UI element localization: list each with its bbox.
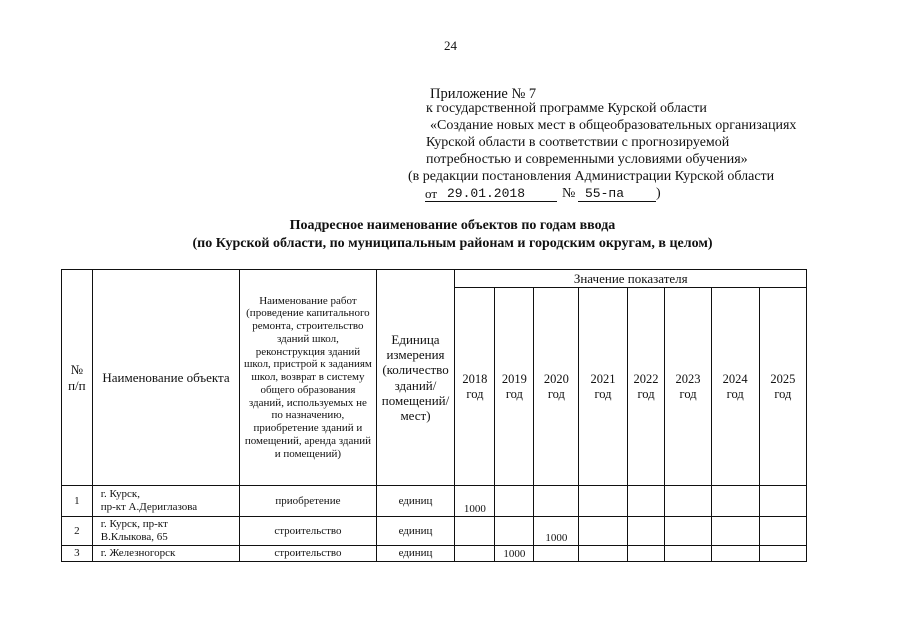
row-value-2023 xyxy=(665,486,711,517)
number-underline xyxy=(578,201,656,202)
header-works: Наименование работ (проведение капитального ремонта, строительство зданий школ, реконструкция зданий школ, пристрой к заданиям школ, возврат в систему общего образования зданий, используемых не по назначению, приобретение зданий и помещений, аренда зданий и помещений) xyxy=(240,270,376,486)
header-object: Наименование объекта xyxy=(92,270,240,486)
table-heading-line-1: Поадресное наименование объектов по годам ввода xyxy=(289,218,616,233)
header-year-2023: 2023 год xyxy=(665,288,711,486)
row-unit: единиц xyxy=(376,517,455,546)
row-value-2024 xyxy=(711,486,759,517)
row-value-2024 xyxy=(711,546,759,562)
row-value-2020: 1000 xyxy=(534,517,579,546)
header-unit: Единица измерения (количество зданий/ помещений/ мест) xyxy=(376,270,455,486)
close-paren: ) xyxy=(656,186,661,201)
header-year-2018: 2018 год xyxy=(455,288,495,486)
appendix-line-3: Курской области в соответствии с прогнозируемой xyxy=(426,135,730,150)
row-value-2022 xyxy=(627,517,665,546)
row-value-2021 xyxy=(579,517,627,546)
decree-date: 29.01.2018 xyxy=(447,186,526,201)
row-num: 2 xyxy=(62,517,93,546)
appendix-title: Приложение № 7 xyxy=(430,86,537,102)
decree-number-prefix: № xyxy=(562,186,576,201)
header-year-2024: 2024 год xyxy=(711,288,759,486)
row-work: строительство xyxy=(240,546,376,562)
header-year-2022: 2022 год xyxy=(627,288,665,486)
row-value-2025 xyxy=(759,517,806,546)
date-underline xyxy=(425,201,557,202)
row-work: приобретение xyxy=(240,486,376,517)
row-value-2018: 1000 xyxy=(455,486,495,517)
header-year-2021: 2021 год xyxy=(579,288,627,486)
appendix-line-4: потребностью и современными условиями обучения» xyxy=(426,152,748,167)
row-value-2022 xyxy=(627,486,665,517)
row-value-2022 xyxy=(627,546,665,562)
appendix-line-2: «Создание новых мест в общеобразовательных организациях xyxy=(430,118,797,133)
header-row-top xyxy=(62,270,807,288)
row-value-2021 xyxy=(579,546,627,562)
row-value-2023 xyxy=(665,517,711,546)
row-value-2018 xyxy=(455,546,495,562)
row-work: строительство xyxy=(240,517,376,546)
decree-date-prefix: от xyxy=(425,186,438,201)
row-value-2019: 1000 xyxy=(495,546,534,562)
table-row xyxy=(62,486,807,517)
row-value-2024 xyxy=(711,517,759,546)
row-unit: единиц xyxy=(376,486,455,517)
header-year-2025: 2025 год xyxy=(759,288,806,486)
header-indicator: Значение показателя xyxy=(455,270,807,288)
header-year-2019: 2019 год xyxy=(495,288,534,486)
row-value-2018 xyxy=(455,517,495,546)
row-value-2023 xyxy=(665,546,711,562)
objects-table xyxy=(61,269,807,562)
table-row xyxy=(62,517,807,546)
appendix-line-1: к государственной программе Курской области xyxy=(426,101,707,116)
row-unit: единиц xyxy=(376,546,455,562)
row-value-2025 xyxy=(759,486,806,517)
row-object: г. Железногорск xyxy=(92,546,240,562)
row-value-2025 xyxy=(759,546,806,562)
header-year-2020: 2020 год xyxy=(534,288,579,486)
row-value-2021 xyxy=(579,486,627,517)
table-heading-line-2: (по Курской области, по муниципальным районам и городским округам, в целом) xyxy=(192,236,713,251)
row-value-2019 xyxy=(495,517,534,546)
decree-number: 55-па xyxy=(585,186,625,201)
page-number: 24 xyxy=(444,38,457,53)
table-row xyxy=(62,546,807,562)
row-object: г. Курск, пр-кт А.Дериглазова xyxy=(92,486,240,517)
row-num: 1 xyxy=(62,486,93,517)
row-value-2019 xyxy=(495,486,534,517)
appendix-line-5: (в редакции постановления Администрации Курской области xyxy=(408,169,775,184)
row-value-2020 xyxy=(534,546,579,562)
header-num: № п/п xyxy=(62,270,93,486)
row-value-2020 xyxy=(534,486,579,517)
row-object: г. Курск, пр-кт В.Клыкова, 65 xyxy=(92,517,240,546)
row-num: 3 xyxy=(62,546,93,562)
